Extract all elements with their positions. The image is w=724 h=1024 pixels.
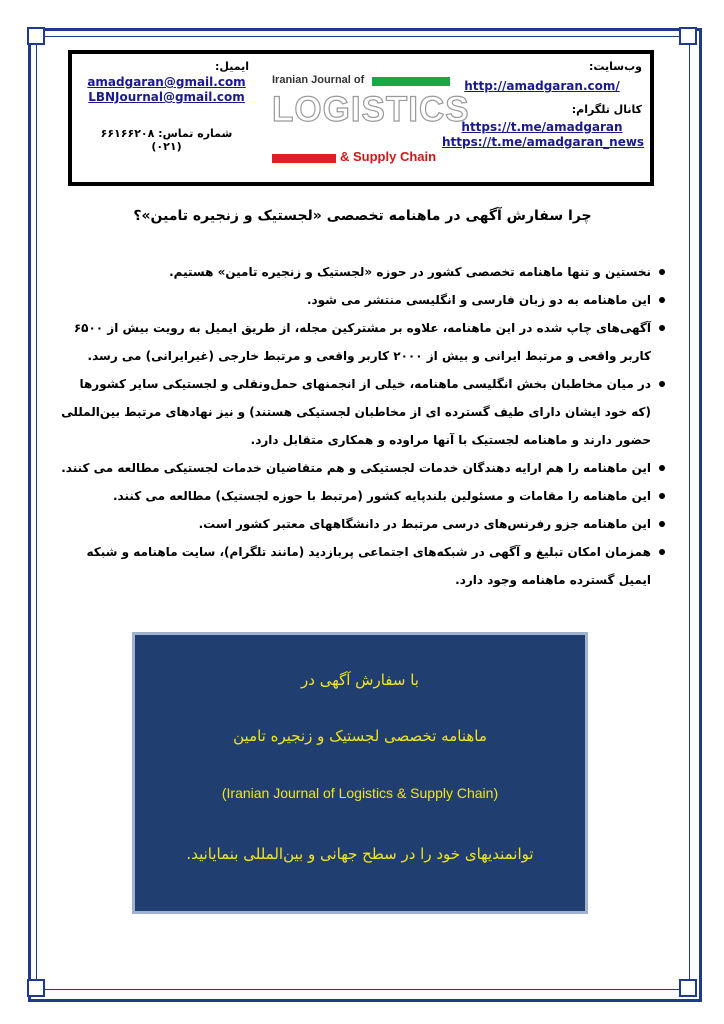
website-link[interactable]: http://amadgaran.com/ xyxy=(464,79,620,93)
border-corner-ornament xyxy=(27,27,45,45)
border-corner-ornament xyxy=(679,27,697,45)
list-item: نخستین و تنها ماهنامه تخصصی کشور در حوزه «لجستیک و زنجیره تامین» هستیم. xyxy=(60,258,665,286)
list-item: این ماهنامه به دو زبان فارسی و انگلیسی منتشر می شود. xyxy=(60,286,665,314)
promo-line-2: ماهنامه تخصصی لجستیک و زنجیره تامین xyxy=(233,727,487,745)
email-link[interactable]: amadgaran@gmail.com xyxy=(87,75,246,89)
logo-green-bar xyxy=(372,77,450,86)
contact-web-section xyxy=(442,60,645,150)
letterhead xyxy=(68,50,654,186)
website-label: وب‌سایت: xyxy=(588,60,642,73)
list-item: در میان مخاطبان بخش انگلیسی ماهنامه، خیلی از انجمنهای حمل‌ونقلی و لجستیکی سایر کشورها (که خود ایشان دارای طیف گسترده ای از مخاطبان لجستیکی هستند) و نیز نهادهای مرتبط بین‌المللی حضور دارند و ماهنامه لجستیک با آنها مراوده و همکاری متقابل دارد. xyxy=(60,370,665,454)
email-label: ایمیل: xyxy=(215,60,249,73)
telegram-news-link[interactable]: https://t.me/amadgaran_news xyxy=(442,135,645,149)
list-item: این ماهنامه را مقامات و مسئولین بلندپایه کشور (مرتبط با حوزه لجستیک) مطالعه می کنند. xyxy=(60,482,665,510)
reasons-list xyxy=(60,258,665,594)
list-item: این ماهنامه جزو رفرنس‌های درسی مرتبط در دانشگاههای معتبر کشور است. xyxy=(60,510,665,538)
journal-logo xyxy=(272,72,470,172)
list-item: این ماهنامه را هم ارایه دهندگان خدمات لجستیکی و هم متقاضیان خدمات لجستیکی مطالعه می کنند. xyxy=(60,454,665,482)
contact-email-section xyxy=(84,60,249,153)
telegram-label: کانال تلگرام: xyxy=(571,103,642,116)
logo-bottom-text: & Supply Chain xyxy=(340,149,437,164)
logo-top-text: Iranian Journal of xyxy=(272,74,365,86)
list-item: همزمان امکان تبلیغ و آگهی در شبکه‌های اجتماعی پربازدید (مانند تلگرام)، سایت ماهنامه و شبکه ایمیل گسترده ماهنامه وجود دارد. xyxy=(60,538,665,594)
email-link-journal[interactable]: LBNJournal@gmail.com xyxy=(88,90,245,104)
phone-number: شماره تماس: ۶۶۱۶۶۲۰۸ (۰۲۱) xyxy=(100,127,233,153)
logo-red-bar xyxy=(272,154,336,163)
border-corner-ornament xyxy=(679,979,697,997)
promo-line-3: (Iranian Journal of Logistics & Supply Chain) xyxy=(221,785,499,801)
promo-line-4: توانمندیهای خود را در سطح جهانی و بین‌المللی بنمایانید. xyxy=(186,845,534,863)
list-item: آگهی‌های چاپ شده در این ماهنامه، علاوه بر مشترکین مجله، از طریق ایمیل به رویت بیش از ۶۵۰۰ کاربر واقعی و مرتبط ایرانی و بیش از ۲۰۰۰ کاربر واقعی و مرتبط خارجی (غیرایرانی) می رسد. xyxy=(60,314,665,370)
page-title: چرا سفارش آگهی در ماهنامه تخصصی «لجستیک و زنجیره تامین»؟ xyxy=(133,208,592,224)
logo-main-text: LOGISTICS xyxy=(272,90,470,129)
border-corner-ornament xyxy=(27,979,45,997)
telegram-link[interactable]: https://t.me/amadgaran xyxy=(461,120,623,134)
promo-line-1: با سفارش آگهی در xyxy=(301,671,419,689)
promo-box xyxy=(132,632,588,914)
